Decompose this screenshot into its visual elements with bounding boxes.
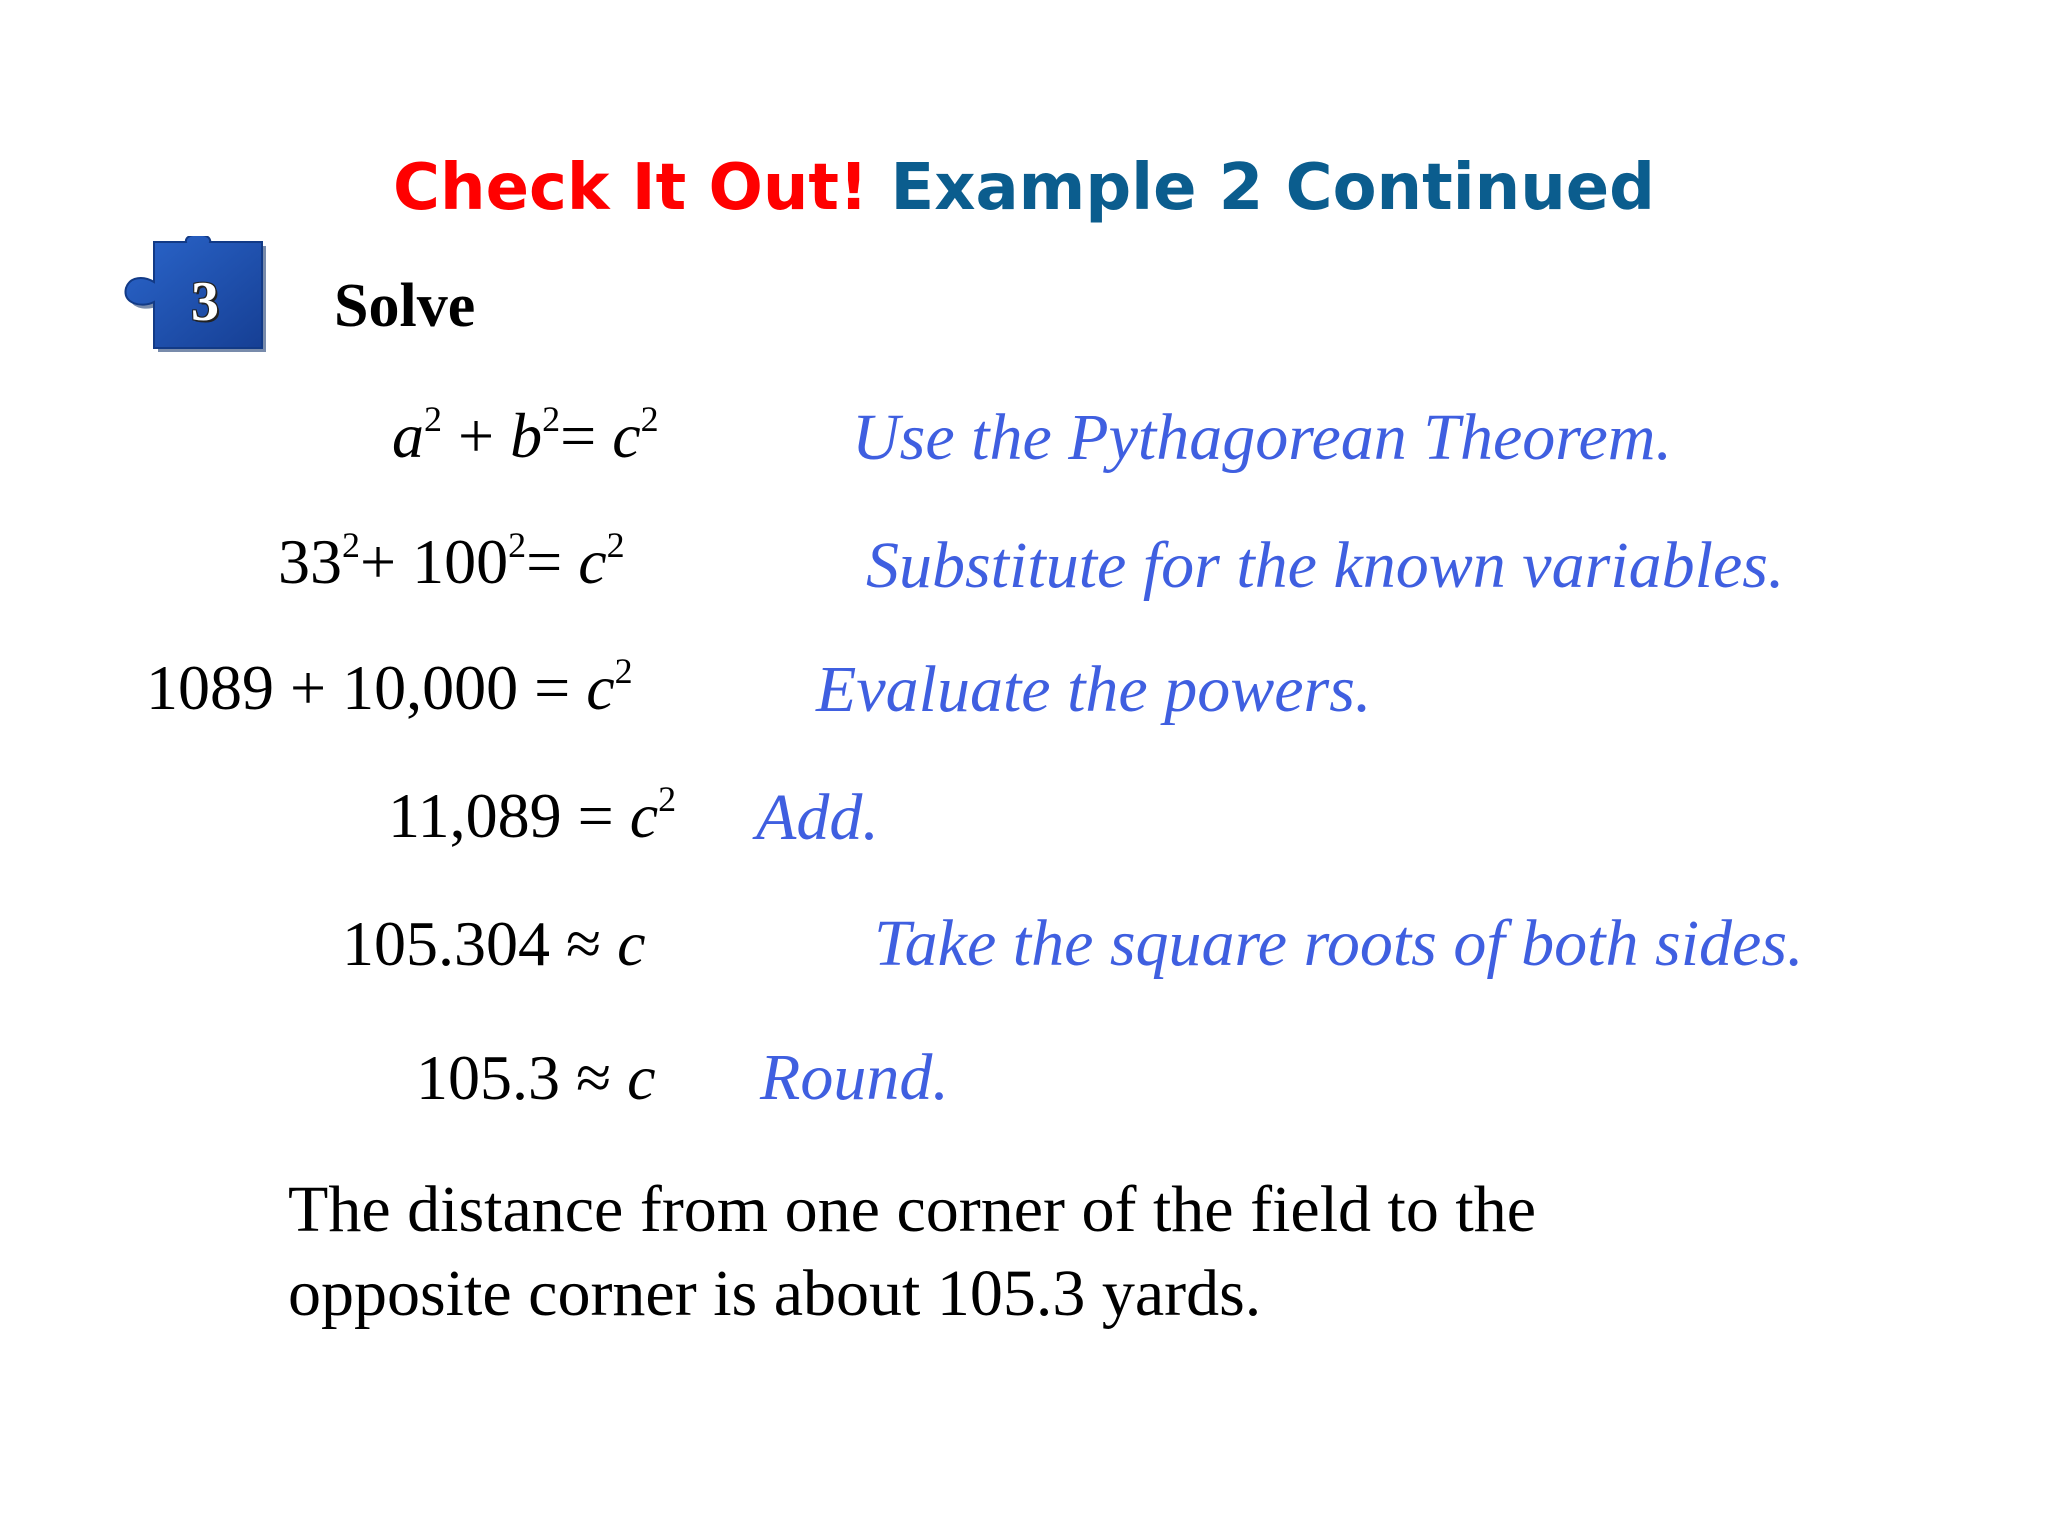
equation-add: $11,089 = c^2$ — [388, 779, 677, 851]
note-step-6: Round. — [760, 1041, 949, 1114]
equation-substitute: $33^2+ 100^2= c^2$ — [278, 525, 625, 597]
equation-round: 105.3 ≈ c — [416, 1042, 656, 1113]
title-example: Example 2 Continued — [890, 151, 1655, 225]
equation-evaluate: $1089 + 10,000 = c^2$ — [146, 651, 633, 723]
note-step-1: Use the Pythagorean Theorem. — [852, 401, 1672, 474]
note-step-3: Evaluate the powers. — [816, 653, 1372, 726]
equation-square-root: 105.304 ≈ c — [342, 908, 646, 979]
step-number: 3 — [191, 271, 219, 333]
conclusion-text: The distance from one corner of the field to the opposite corner is about 105.3 yards. — [288, 1173, 1537, 1330]
step-label: Solve — [334, 272, 476, 340]
note-step-4: Add. — [756, 781, 879, 854]
slide-title — [0, 148, 2048, 228]
equation-pythagorean: $a^2 + b^2= c^2$ — [392, 399, 659, 471]
note-step-2: Substitute for the known variables. — [866, 529, 1785, 602]
title-check-it-out: Check It Out! — [393, 151, 869, 225]
note-step-5: Take the square roots of both sides. — [874, 907, 1804, 980]
